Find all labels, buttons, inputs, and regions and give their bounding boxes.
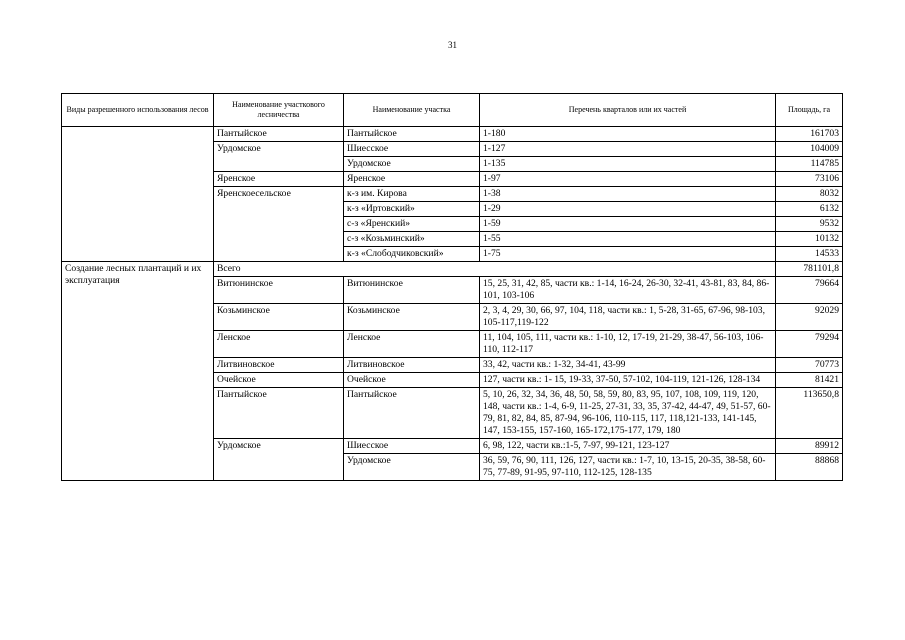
total-area: 781101,8	[776, 262, 843, 277]
forestry-cell: Пантыйское	[214, 127, 344, 142]
forestry-cell: Яренское	[214, 172, 344, 187]
table-row	[62, 127, 843, 142]
blocks-cell: 33, 42, части кв.: 1-32, 34-41, 43-99	[480, 358, 776, 373]
blocks-cell: 1-180	[480, 127, 776, 142]
forestry-cell: Урдомское	[214, 142, 344, 172]
site-cell: Яренское	[344, 172, 480, 187]
page-number: 31	[448, 40, 457, 50]
area-cell: 81421	[776, 373, 843, 388]
area-cell: 114785	[776, 157, 843, 172]
site-cell: Урдомское	[344, 454, 480, 481]
area-cell: 104009	[776, 142, 843, 157]
site-cell: Шиесское	[344, 142, 480, 157]
forestry-cell: Урдомское	[214, 439, 344, 481]
blocks-cell: 1-127	[480, 142, 776, 157]
site-cell: Шиесское	[344, 439, 480, 454]
forestry-cell: Яренскоесельское	[214, 187, 344, 262]
site-cell: с-з «Яренский»	[344, 217, 480, 232]
blocks-cell: 1-38	[480, 187, 776, 202]
area-cell: 92029	[776, 304, 843, 331]
forestry-cell: Очейское	[214, 373, 344, 388]
blocks-cell: 5, 10, 26, 32, 34, 36, 48, 50, 58, 59, 80, 83, 95, 107, 108, 109, 119, 120, 148, части кв.: 1-4, 6-9, 11-25, 27-31, 33, 35, 37-42, 44-47, 49, 51-57, 60-79, 81, 82, 84, 85, 87-94, 96-106, 110-115, 117, 118,121-133, 141-145, 147, 153-155, 157-160, 165-172,175-177, 179, 180	[480, 388, 776, 439]
blocks-cell: 1-97	[480, 172, 776, 187]
blocks-cell: 1-75	[480, 247, 776, 262]
site-cell: Ленское	[344, 331, 480, 358]
blocks-cell: 127, части кв.: 1- 15, 19-33, 37-50, 57-102, 104-119, 121-126, 128-134	[480, 373, 776, 388]
area-cell: 70773	[776, 358, 843, 373]
header-forestry: Наименование участкового лесничества	[214, 94, 344, 127]
blocks-cell: 1-135	[480, 157, 776, 172]
site-cell: Пантыйское	[344, 388, 480, 439]
forestry-cell: Пантыйское	[214, 388, 344, 439]
forestry-cell: Литвиновское	[214, 358, 344, 373]
site-cell: Пантыйское	[344, 127, 480, 142]
blocks-cell: 1-55	[480, 232, 776, 247]
blocks-cell: 11, 104, 105, 111, части кв.: 1-10, 12, 17-19, 21-29, 38-47, 56-103, 106-110, 112-117	[480, 331, 776, 358]
area-cell: 10132	[776, 232, 843, 247]
blocks-cell: 2, 3, 4, 29, 30, 66, 97, 104, 118, части кв.: 1, 5-28, 31-65, 67-96, 98-103, 105-117,119-122	[480, 304, 776, 331]
site-cell: Урдомское	[344, 157, 480, 172]
area-cell: 9532	[776, 217, 843, 232]
area-cell: 89912	[776, 439, 843, 454]
forestry-cell: Витюнинское	[214, 277, 344, 304]
area-cell: 73106	[776, 172, 843, 187]
area-cell: 88868	[776, 454, 843, 481]
header-use-type: Виды разрешенного использования лесов	[62, 94, 214, 127]
site-cell: Козьминское	[344, 304, 480, 331]
area-cell: 79664	[776, 277, 843, 304]
blocks-cell: 15, 25, 31, 42, 85, части кв.: 1-14, 16-24, 26-30, 32-41, 43-81, 83, 84, 86-101, 103-106	[480, 277, 776, 304]
site-cell: Литвиновское	[344, 358, 480, 373]
blocks-cell: 1-59	[480, 217, 776, 232]
site-cell: к-з «Иртовский»	[344, 202, 480, 217]
area-cell: 113650,8	[776, 388, 843, 439]
site-cell: Очейское	[344, 373, 480, 388]
site-cell: к-з «Слободчиковский»	[344, 247, 480, 262]
total-label: Всего	[214, 262, 776, 277]
header-area: Площадь, га	[776, 94, 843, 127]
table-row-total	[62, 262, 843, 277]
area-cell: 14533	[776, 247, 843, 262]
site-cell: к-з им. Кирова	[344, 187, 480, 202]
blocks-cell: 6, 98, 122, части кв.:1-5, 7-97, 99-121, 123-127	[480, 439, 776, 454]
header-blocks: Перечень кварталов или их частей	[480, 94, 776, 127]
table-header-row	[62, 94, 843, 127]
forest-use-table	[61, 93, 843, 481]
use-type-cell: Создание лесных плантаций и их эксплуатация	[62, 262, 214, 481]
blocks-cell: 1-29	[480, 202, 776, 217]
site-cell: с-з «Козьминский»	[344, 232, 480, 247]
site-cell: Витюнинское	[344, 277, 480, 304]
forestry-cell: Ленское	[214, 331, 344, 358]
blocks-cell: 36, 59, 76, 90, 111, 126, 127, части кв.: 1-7, 10, 13-15, 20-35, 38-58, 60-75, 77-89, 91-95, 97-110, 112-125, 128-135	[480, 454, 776, 481]
header-site: Наименование участка	[344, 94, 480, 127]
area-cell: 8032	[776, 187, 843, 202]
area-cell: 79294	[776, 331, 843, 358]
area-cell: 161703	[776, 127, 843, 142]
use-type-cell-continuation	[62, 127, 214, 262]
forestry-cell: Козьминское	[214, 304, 344, 331]
area-cell: 6132	[776, 202, 843, 217]
